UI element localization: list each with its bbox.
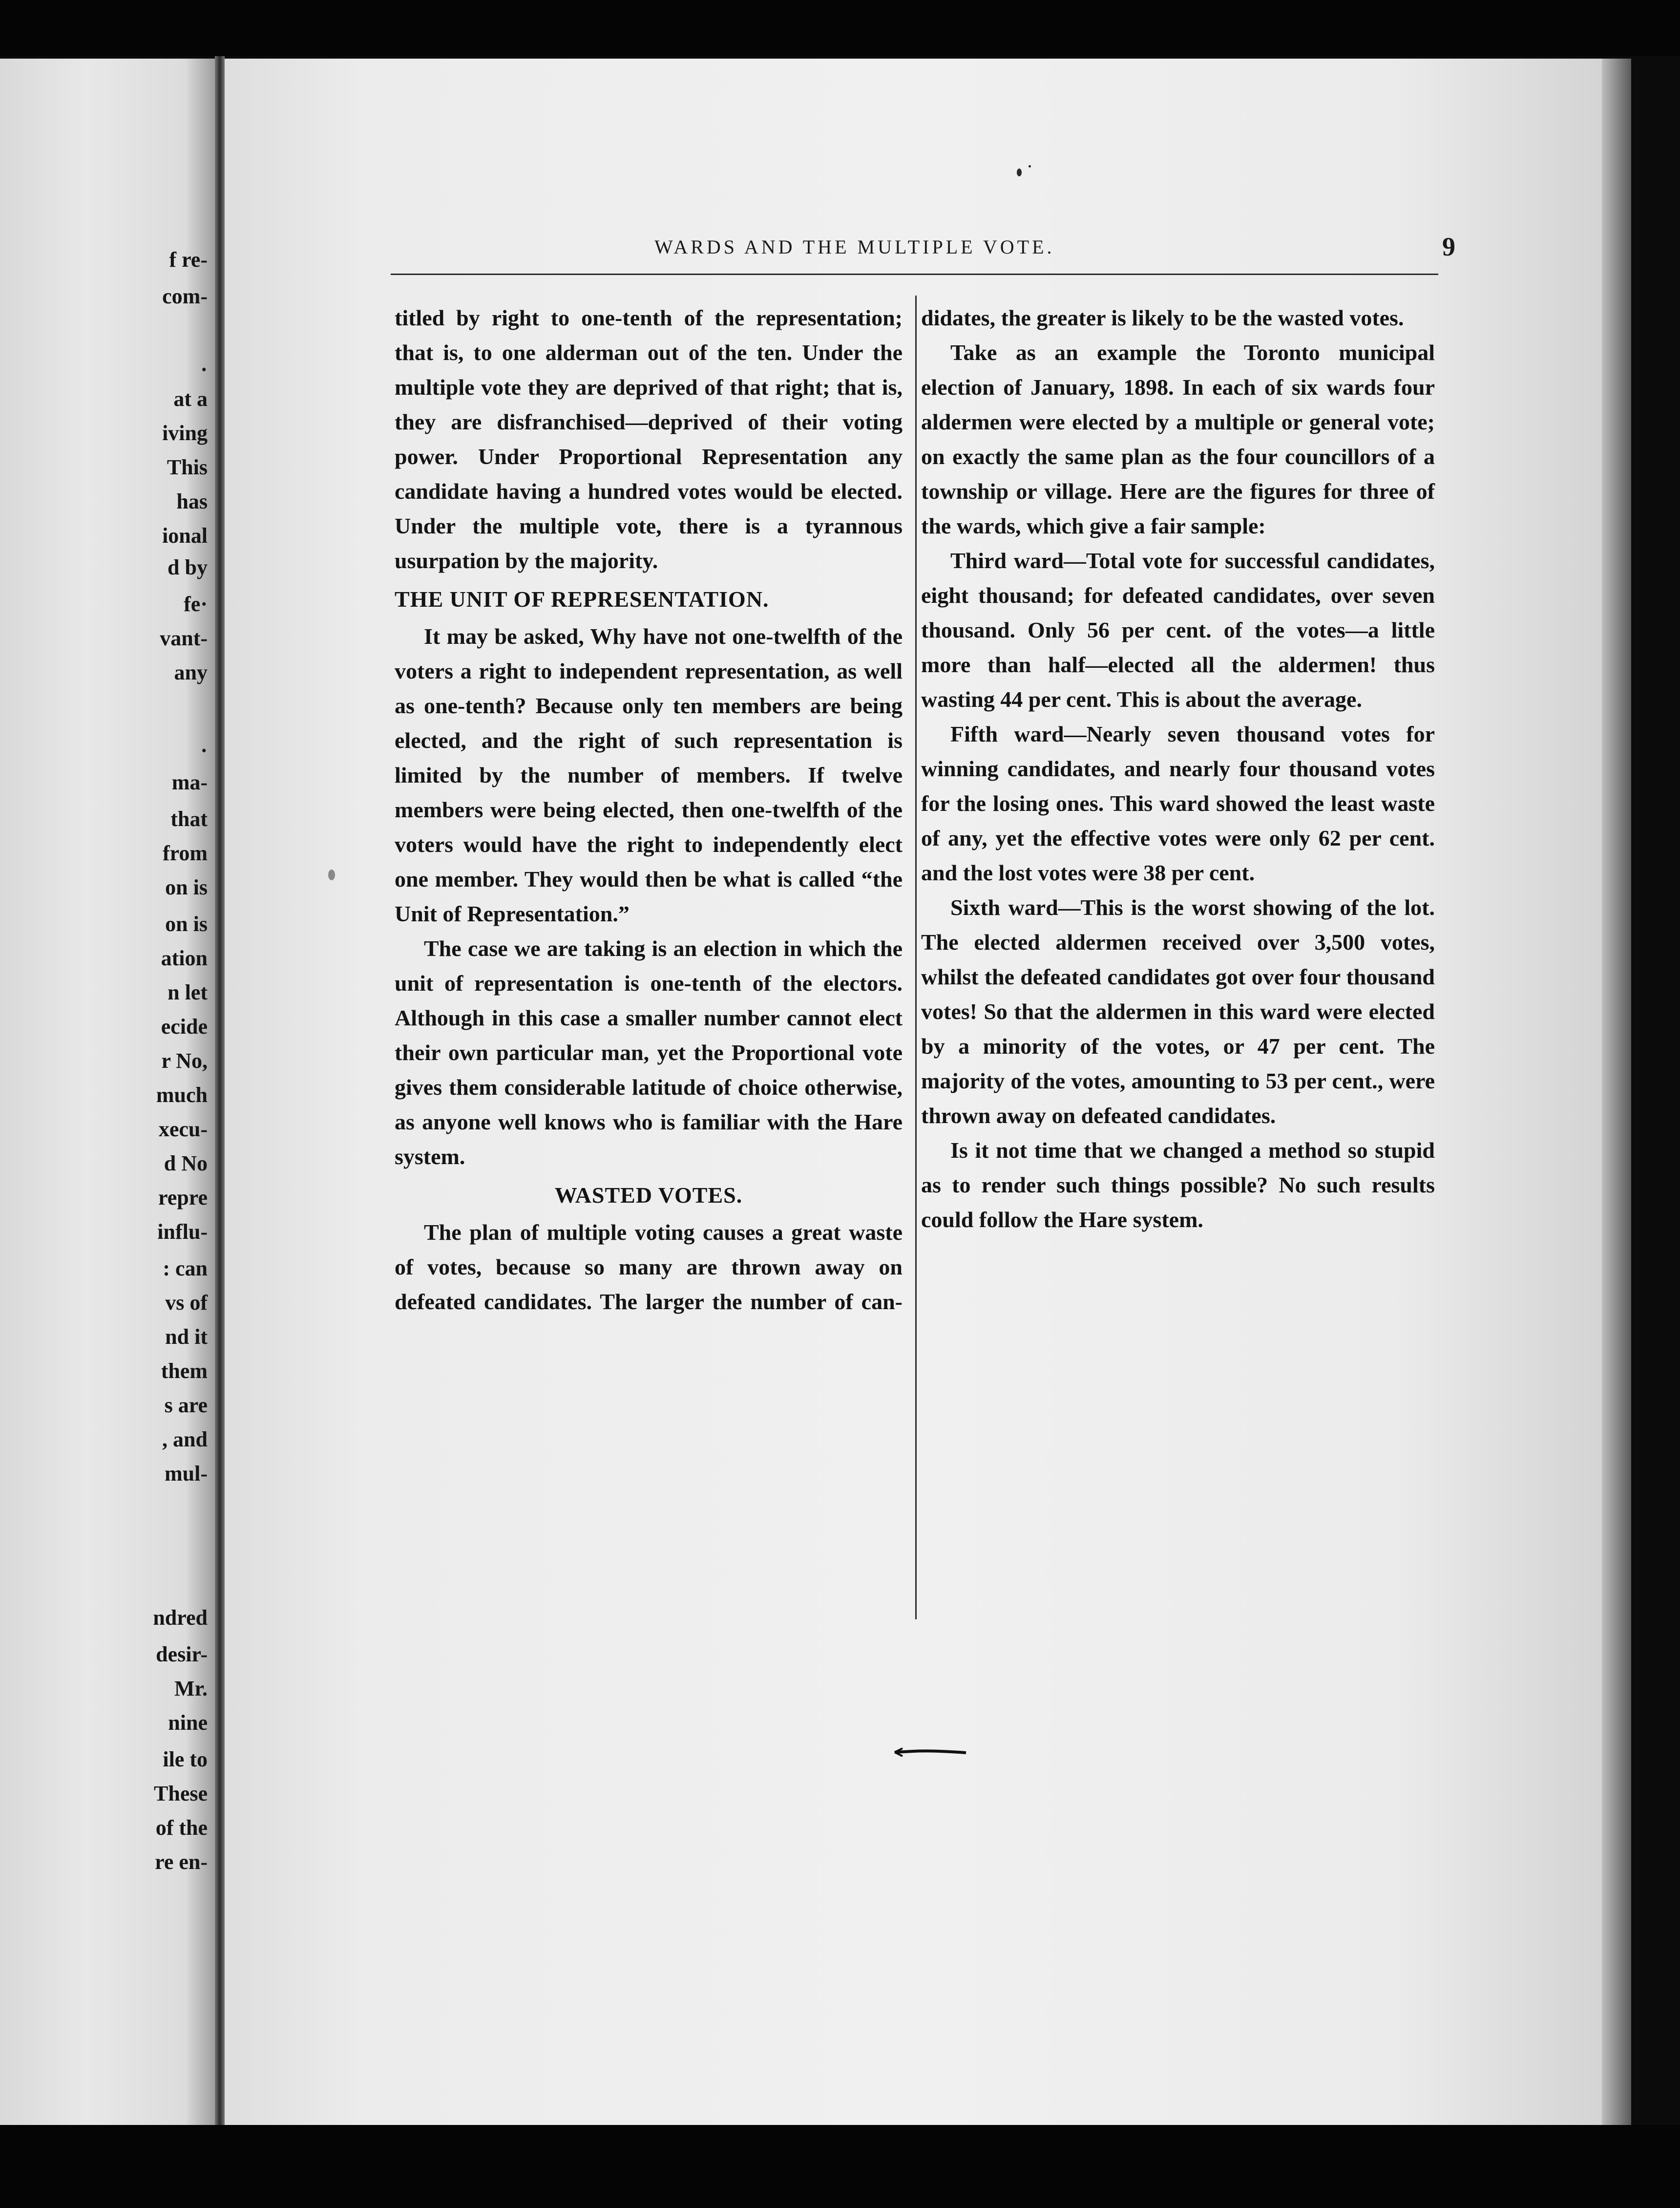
facing-page-text-fragment: has [176, 489, 208, 513]
facing-page-text-fragment: of the [155, 1816, 208, 1840]
facing-page-text-fragment: ional [162, 524, 208, 548]
facing-page-text-fragment: d by [168, 555, 208, 579]
facing-page-text-fragment: ndred [153, 1606, 208, 1630]
facing-page-text-fragment: re en- [155, 1850, 208, 1874]
facing-page-text-fragment: repre [158, 1186, 208, 1210]
paragraph: It may be asked, Why have not one-twelfth of the voters a right to independent representation, as well as one-tenth? Because only ten members are being elected, and the right of such representation is limited by the number of members. If twelve members were being elected, then one-twelfth of the voters would have the right to independently elect one member. They would then be what is called “the Unit of Representation.” [395, 624, 903, 926]
paragraph: Is it not time that we changed a method so stupid as to render such things possible? No such results could follow the Hare system. [921, 1138, 1435, 1232]
paragraph: Sixth ward—This is the worst showing of the lot. The elected aldermen received over 3,500 votes, whilst the defeated candidates got over four thousand votes! So that the aldermen in this ward were elected by a minority of the votes, or 47 per cent. The majority of the votes, amounting to 53 per cent., were thrown away on defeated candidates. [921, 895, 1435, 1128]
facing-page-text-fragment: ecide [161, 1015, 208, 1039]
book-gutter [215, 56, 225, 2132]
facing-page-text-fragment: from [162, 841, 208, 865]
facing-page-text-fragment: iving [162, 421, 208, 445]
paragraph: didates, the greater is likely to be the wasted votes. [921, 305, 1404, 330]
header-rule [391, 274, 1438, 275]
facing-page-text-fragment: These [154, 1782, 208, 1805]
facing-page-text-fragment: f re- [169, 248, 208, 272]
paragraph: Fifth ward—Nearly seven thousand votes for winning candidates, and nearly four thousand votes for the losing ones. This ward showed the least waste of any, yet the effective votes were only 62 per cent. and the lost votes were 38 per cent. [921, 722, 1435, 885]
facing-page-text-fragment: · [200, 739, 208, 763]
facing-page-text-fragment: · [200, 358, 208, 382]
facing-page-text-fragment: xecu- [158, 1117, 208, 1141]
facing-page-fragment [0, 59, 217, 2130]
facing-page-text-fragment: Mr. [174, 1677, 208, 1700]
page-number: 9 [1442, 232, 1455, 261]
facing-page-text-fragment: r No, [161, 1049, 208, 1073]
paragraph: The plan of multiple voting causes a great waste of votes, because so many are thrown away on defeated candidates. The larger the number of can- [395, 1220, 903, 1314]
facing-page-text-fragment: vs of [165, 1291, 208, 1315]
facing-page-text-fragment: much [156, 1083, 208, 1107]
facing-page-text-fragment: at a [173, 387, 208, 411]
facing-page-text-fragment: ation [161, 946, 208, 970]
facing-page-text-fragment: any [174, 660, 208, 684]
pen-mark-icon [894, 1746, 967, 1758]
facing-page-text-fragment: on is [165, 875, 208, 899]
page-edge-shadow [1602, 59, 1631, 2130]
facing-page-text-fragment: vant- [160, 626, 208, 650]
left-column [395, 300, 903, 1319]
facing-page-text-fragment: that [170, 807, 208, 831]
scan-border-top [0, 0, 1680, 56]
facing-page-text-fragment: nd it [165, 1325, 208, 1349]
facing-page-text-fragment: This [167, 455, 208, 479]
right-column [921, 300, 1435, 1237]
paragraph: titled by right to one-tenth of the representation; that is, to one alderman out of the ten. Under the multiple vote they are deprived of that right; that is, they are disfranchised—deprived of their voting power. Under Proportional Representation any candidate having a hundred votes would be elected. Under the multiple vote, there is a tyrannous usurpation by the majority. [395, 305, 903, 573]
running-title: WARDS AND THE MULTIPLE VOTE. [654, 236, 1055, 258]
ink-speck [1017, 169, 1022, 176]
column-rule [915, 296, 917, 1619]
facing-page-text-fragment: : can [163, 1256, 208, 1280]
facing-page-text-fragment: ile to [163, 1747, 208, 1771]
section-heading: THE UNIT OF REPRESENTATION. [395, 587, 769, 612]
facing-page-text-fragment: them [161, 1359, 208, 1383]
paragraph: Third ward—Total vote for successful candidates, eight thousand; for defeated candidates, over seven thousand. Only 56 per cent. of the votes—a little more than half—elected all the aldermen! thus wasting 44 per cent. This is about the average. [921, 548, 1435, 712]
facing-page-text-fragment: on is [165, 912, 208, 936]
facing-page-text-fragment: influ- [157, 1220, 208, 1244]
section-heading: WASTED VOTES. [554, 1183, 743, 1208]
facing-page-text-fragment: desir- [156, 1642, 208, 1666]
paragraph: The case we are taking is an election in which the unit of representation is one-tenth of the electors. Although in this case a smaller number cannot elect their own particular man, yet the Proportional vote gives them considerable latitude of choice otherwise, as anyone well knows who is familiar with the Hare system. [395, 936, 903, 1169]
facing-page-text-fragment: nine [168, 1711, 208, 1735]
facing-page-text-fragment: mul- [165, 1462, 208, 1486]
paragraph: Take as an example the Toronto municipal election of January, 1898. In each of six wards four aldermen were elected by a multiple or general vote; on exactly the same plan as the four councillors of a township or village. Here are the figures for three of the wards, which give a fair sample: [921, 340, 1435, 538]
scan-border-bottom [0, 2125, 1680, 2208]
facing-page-text-fragment: n let [168, 980, 208, 1004]
ink-speck [328, 870, 335, 880]
ink-speck [1029, 165, 1031, 168]
running-head [396, 232, 1455, 265]
facing-page-text-fragment: com- [162, 284, 208, 308]
facing-page-text-fragment: fe· [184, 592, 208, 616]
show-through-bleed [762, 1505, 1602, 1993]
facing-page-text-fragment: d No [164, 1151, 208, 1175]
facing-page-text-fragment: ma- [171, 770, 208, 794]
facing-page-text-fragment: , and [162, 1427, 208, 1451]
facing-page-text-fragment: s are [164, 1393, 208, 1417]
